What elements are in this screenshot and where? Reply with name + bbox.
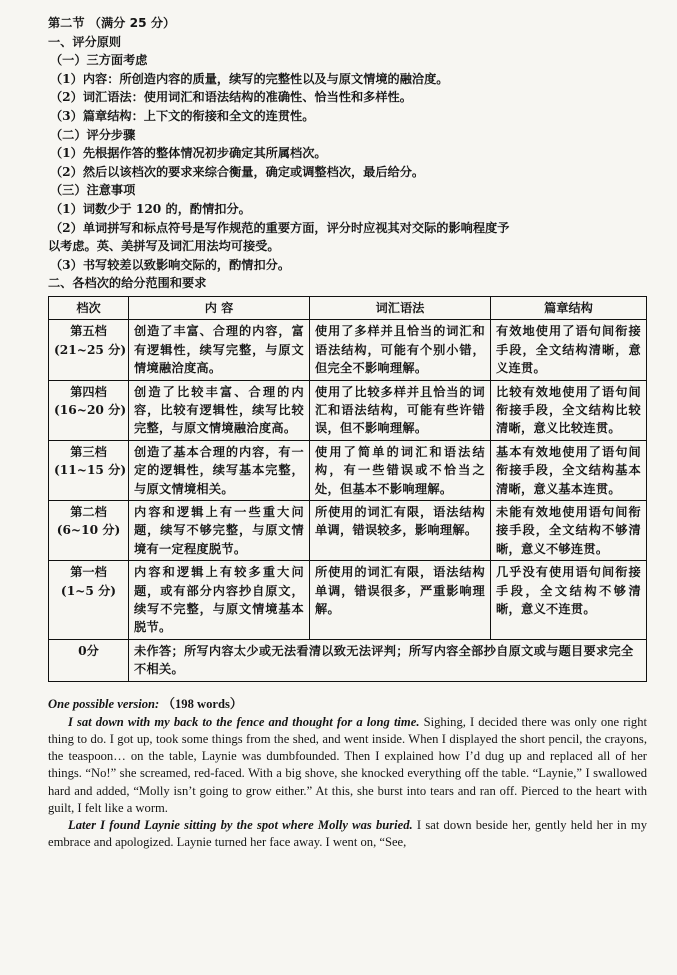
essay-title-line [48,696,647,713]
table-row [49,380,647,440]
sub1-heading: （一）三方面考虑 [50,53,148,68]
criteria-item: （2）词汇语法：使用词汇和语法结构的准确性、恰当性和多样性。 [50,90,412,105]
structure-cell: 几乎没有使用语句间衔接手段，全文结构不够清晰，意义不连贯。 [491,561,647,640]
sub2-heading: （二）评分步骤 [50,127,136,142]
structure-cell: 有效地使用了语句间衔接手段，全文结构清晰，意义连贯。 [491,320,647,380]
paragraph-body: Sighing, I decided there was only one right thing to do. I got up, took some things from the shed, and went inside. When I displayed the short pencil, the crayons, the teaspoon… on the table, Laynie was dumbfounded. Then I explained how I’d dug up and replaced all of her things. “No!” she screamed, red-faced. With a big shove, she knocked everything off the table. “Laynie,” I swallowed hard and added, “Molly isn’t going to grow either.” At this, she burst into tears and ran off. Pierced to the heart with guilt, I felt like a worm. [48,714,647,815]
content-cell: 内容和逻辑上有一些重大问题，续写不够完整，与原文情境有一定程度脱节。 [129,500,310,560]
level-cell-zero: 0分 [49,639,129,681]
level-name: 第三档 [70,444,107,459]
step-item: （2）然后以该档次的要求来综合衡量，确定或调整档次，最后给分。 [50,164,425,179]
grammar-cell: 使用了简单的词汇和语法结构，有一些错误或不恰当之处，但基本不影响理解。 [310,440,491,500]
part1-heading: 一、评分原则 [48,34,122,49]
level-range: (16~20 分) [54,402,127,417]
sub3-heading: （三）注意事项 [50,183,136,198]
header-grammar: 词汇语法 [310,296,491,319]
level-range: (11~15 分) [54,463,127,478]
note-item: （3）书写较差以致影响交际的，酌情扣分。 [50,257,291,272]
header-structure: 篇章结构 [491,296,647,319]
structure-cell: 比较有效地使用了语句间衔接手段，全文结构比较清晰，意义比较连贯。 [491,380,647,440]
header-content: 内 容 [129,296,310,319]
level-range: (6~10 分) [56,523,121,538]
table-row [49,440,647,500]
table-row [49,500,647,560]
level-name: 第一档 [70,565,107,580]
level-name: 第四档 [70,384,107,399]
table-row [49,561,647,640]
word-count: （198 words） [162,696,243,711]
content-cell: 创造了丰富、合理的内容，富有逻辑性，续写完整，与原文情境融洽度高。 [129,320,310,380]
grading-table [48,296,647,682]
grammar-cell: 使用了多样并且恰当的词汇和语法结构，可能有个别小错，但完全不影响理解。 [310,320,491,380]
part2-heading: 二、各档次的给分范围和要求 [48,276,207,291]
content-cell: 创造了基本合理的内容，有一定的逻辑性，续写基本完整，与原文情境相关。 [129,440,310,500]
paragraph-body: I sat down beside her, gently held her in my embrace and apologized. Laynie turned her face away. I went on, “See, [48,818,647,850]
grammar-cell: 使用了比较多样并且恰当的词汇和语法结构，可能有些许错误，但不影响理解。 [310,380,491,440]
structure-cell: 未能有效地使用语句间衔接手段，全文结构不够清晰，意义不够连贯。 [491,500,647,560]
level-range: (1~5 分) [60,583,117,598]
level-cell [49,440,129,500]
criteria-item: （1）内容：所创造内容的质量，续写的完整性以及与原文情境的融洽度。 [50,71,449,86]
table-row-zero [49,639,647,681]
header-level: 档次 [49,296,129,319]
table-row [49,320,647,380]
essay-paragraph-1 [48,714,647,817]
level-cell [49,500,129,560]
section-title: 第二节 （满分 25 分） [48,16,176,30]
essay-paragraph-2 [48,817,647,851]
level-cell [49,561,129,640]
note-item-continued: 以考虑。英、美拼写及词汇用法均可接受。 [48,239,280,254]
level-range: (21~25 分) [54,342,127,357]
level-cell [49,380,129,440]
content-cell: 创造了比较丰富、合理的内容，比较有逻辑性，续写比较完整，与原文情境融洽度高。 [129,380,310,440]
zero-description: 未作答；所写内容太少或无法看清以致无法评判；所写内容全部抄自原文或与题目要求完全不相关。 [129,639,647,681]
grammar-cell: 所使用的词汇有限，语法结构单调，错误较多，影响理解。 [310,500,491,560]
note-item: （1）词数少于 120 的，酌情扣分。 [50,201,251,216]
level-name: 第二档 [70,504,107,519]
criteria-item: （3）篇章结构：上下文的衔接和全文的连贯性。 [50,108,315,123]
structure-cell: 基本有效地使用了语句间衔接手段，全文结构基本清晰，意义基本连贯。 [491,440,647,500]
essay-title: One possible version: [48,696,160,711]
note-item: （2）单词拼写和标点符号是写作规范的重要方面，评分时应视其对交际的影响程度予 [50,220,510,235]
level-cell [49,320,129,380]
table-header-row [49,296,647,319]
paragraph-lead: Later I found Laynie sitting by the spot where Molly was buried. [68,818,413,833]
grammar-cell: 所使用的词汇有限，语法结构单调，错误很多，严重影响理解。 [310,561,491,640]
step-item: （1）先根据作答的整体情况初步确定其所属档次。 [50,146,327,161]
content-cell: 内容和逻辑上有较多重大问题，或有部分内容抄自原文，续写不完整，与原文情境基本脱节。 [129,561,310,640]
sample-essay [48,696,647,852]
paragraph-lead: I sat down with my back to the fence and thought for a long time. [68,714,420,729]
level-name: 第五档 [70,324,107,339]
